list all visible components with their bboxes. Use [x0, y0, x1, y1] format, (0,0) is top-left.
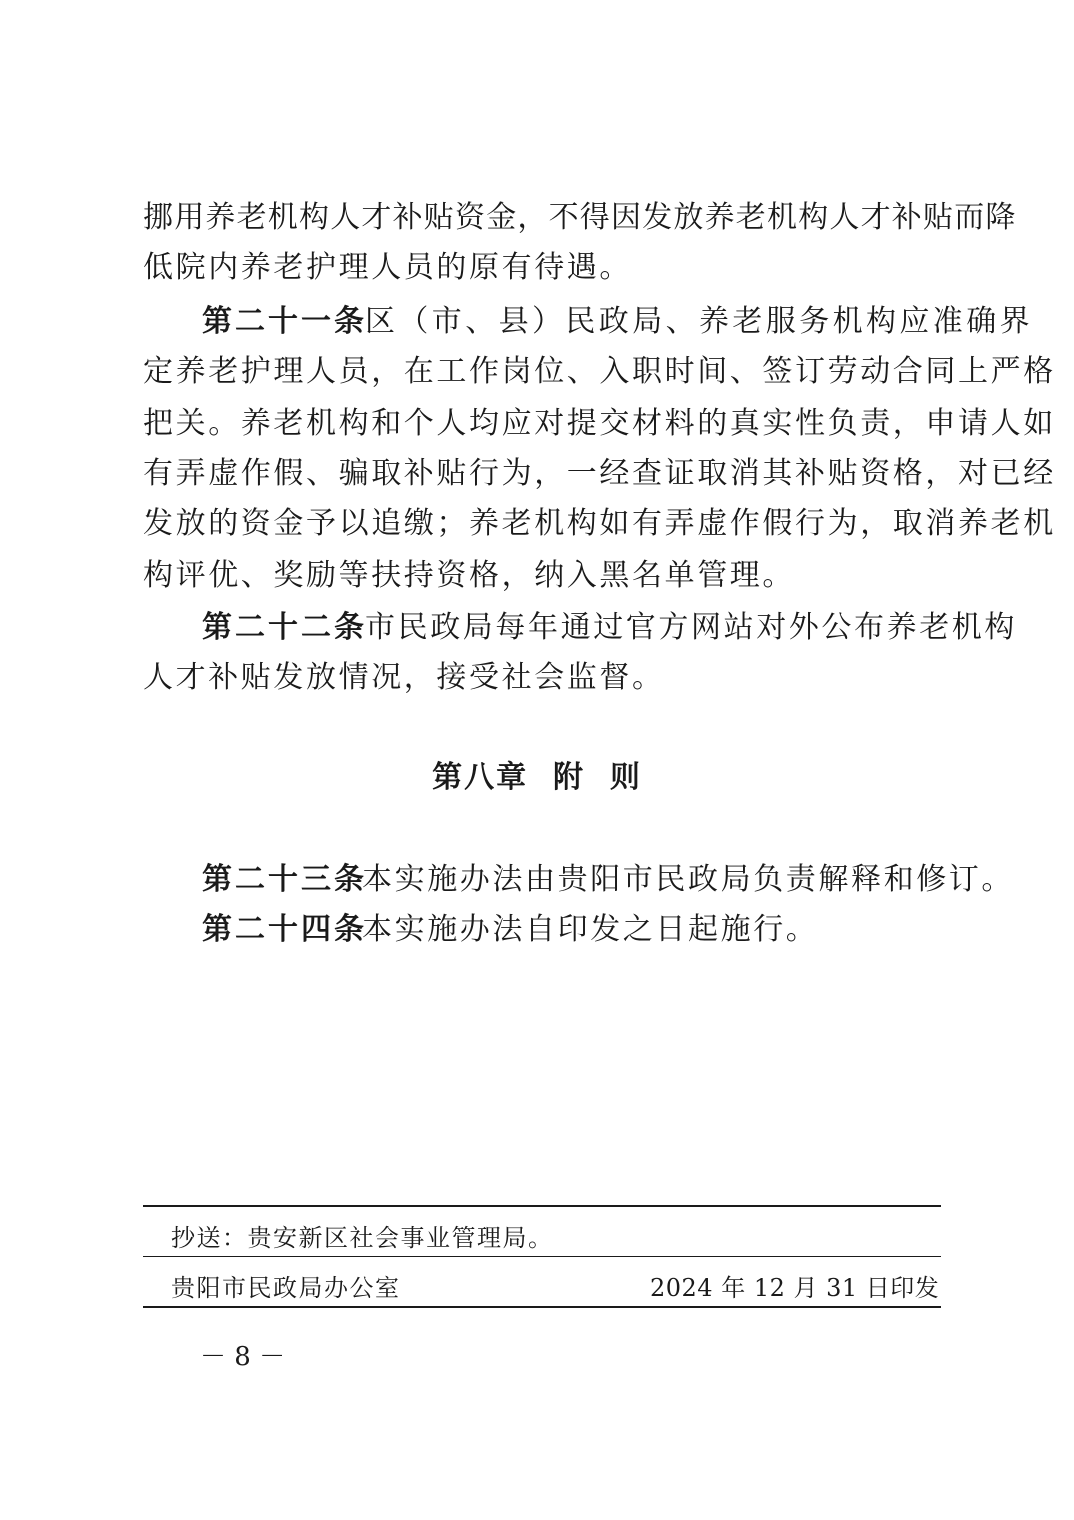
- chapter-title: 第八章 附 则: [432, 760, 642, 795]
- cc-line: 抄送：贵安新区社会事业管理局。: [171, 1224, 554, 1252]
- body-line: 市民政局每年通过官方网站对外公布养老机构: [365, 610, 1017, 645]
- body-line: 有弄虚作假、骗取补贴行为，一经查证取消其补贴资格，对已经: [143, 456, 1056, 491]
- body-line: 本实施办法由贵阳市民政局负责解释和修订。: [362, 862, 1014, 897]
- article-label: 第二十四条: [202, 912, 367, 947]
- footer-bottom-rule: [143, 1306, 941, 1308]
- body-line: 人才补贴发放情况，接受社会监督。: [143, 660, 665, 695]
- issuer: 贵阳市民政局办公室: [171, 1274, 401, 1302]
- body-line: 构评优、奖励等扶持资格，纳入黑名单管理。: [143, 558, 795, 593]
- footer-top-rule: [143, 1205, 941, 1207]
- article-label: 第二十一条: [202, 304, 367, 339]
- page-number: － 8 －: [200, 1342, 286, 1372]
- article-label: 第二十二条: [202, 610, 367, 645]
- footer-middle-rule: [143, 1256, 941, 1257]
- body-line: 低院内养老护理人员的原有待遇。: [143, 250, 632, 285]
- article-label: 第二十三条: [202, 862, 367, 897]
- body-line: 把关。养老机构和个人均应对提交材料的真实性负责，申请人如: [143, 406, 1056, 441]
- issue-date: 2024 年 12 月 31 日印发: [650, 1274, 940, 1302]
- body-line: 本实施办法自印发之日起施行。: [362, 912, 819, 947]
- body-line: 区（市、县）民政局、养老服务机构应准确界: [365, 304, 1033, 339]
- body-line: 发放的资金予以追缴；养老机构如有弄虚作假行为，取消养老机: [143, 506, 1056, 541]
- body-line: 定养老护理人员，在工作岗位、入职时间、签订劳动合同上严格: [143, 354, 1056, 389]
- body-line: 挪用养老机构人才补贴资金，不得因发放养老机构人才补贴而降: [143, 200, 1017, 235]
